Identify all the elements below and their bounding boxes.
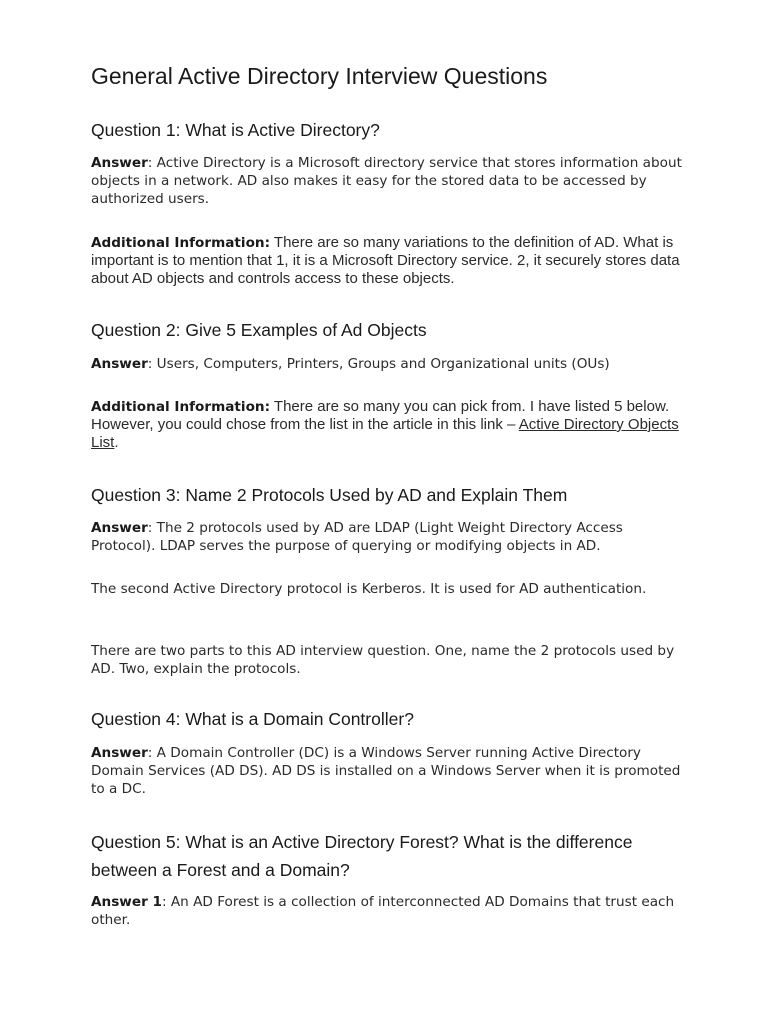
additional-info-text: There are so many you can pick from. I have listed 5 below. However, you could chose from the list in the article in this link – bbox=[91, 398, 670, 433]
question-2-answer bbox=[91, 355, 691, 373]
answer-label: Answer bbox=[91, 520, 148, 536]
question-3-paragraph-3: There are two parts to this AD interview question. One, name the 2 protocols used by AD. Two, explain the protocols. bbox=[91, 643, 675, 677]
question-3-heading: Question 3: Name 2 Protocols Used by AD and Explain Them bbox=[91, 485, 568, 505]
question-5-heading: Question 5: What is an Active Directory Forest? What is the difference between a Forest and a Domain? bbox=[91, 832, 633, 880]
answer-label: Answer bbox=[91, 745, 148, 761]
answer-label: Answer bbox=[91, 356, 148, 372]
answer-text: : The 2 protocols used by AD are LDAP (Light Weight Directory Access Protocol). LDAP serves the purpose of querying or modifying objects in AD. bbox=[91, 520, 623, 554]
answer-label: Answer bbox=[91, 155, 148, 171]
additional-info-text: There are so many variations to the definition of AD. What is important is to mention that 1, it is a Microsoft Directory service. 2, it securely stores data about AD objects and controls access to these objects. bbox=[91, 234, 680, 287]
answer-text: : An AD Forest is a collection of interconnected AD Domains that trust each other. bbox=[91, 894, 675, 928]
document-title: General Active Directory Interview Questions bbox=[91, 63, 548, 89]
question-3-paragraph-2: The second Active Directory protocol is Kerberos. It is used for AD authentication. bbox=[91, 581, 647, 597]
answer-text: : Active Directory is a Microsoft directory service that stores information about objects in a network. AD also makes it easy for the stored data to be accessed by authorized users. bbox=[91, 155, 682, 207]
additional-info-label: Additional Information: bbox=[91, 235, 271, 251]
answer-label: Answer 1 bbox=[91, 894, 162, 910]
active-directory-objects-list-link[interactable]: Active Directory Objects List bbox=[91, 416, 679, 451]
question-4-heading: Question 4: What is a Domain Controller? bbox=[91, 709, 414, 729]
question-4-answer bbox=[91, 744, 691, 798]
additional-info-end: . bbox=[114, 434, 119, 451]
answer-text: : Users, Computers, Printers, Groups and Organizational units (OUs) bbox=[147, 356, 610, 372]
question-1-answer bbox=[91, 154, 691, 208]
answer-text: : A Domain Controller (DC) is a Windows Server running Active Directory Domain Services (AD DS). AD DS is installed on a Windows Server when it is promoted to a DC. bbox=[91, 745, 681, 797]
question-1-heading: Question 1: What is Active Directory? bbox=[91, 120, 380, 140]
question-2-heading: Question 2: Give 5 Examples of Ad Objects bbox=[91, 320, 427, 340]
question-3-answer bbox=[91, 519, 691, 555]
question-1-additional-info bbox=[91, 234, 691, 288]
question-2-additional-info bbox=[91, 398, 691, 452]
additional-info-label: Additional Information: bbox=[91, 399, 271, 415]
question-5-answer bbox=[91, 893, 691, 929]
